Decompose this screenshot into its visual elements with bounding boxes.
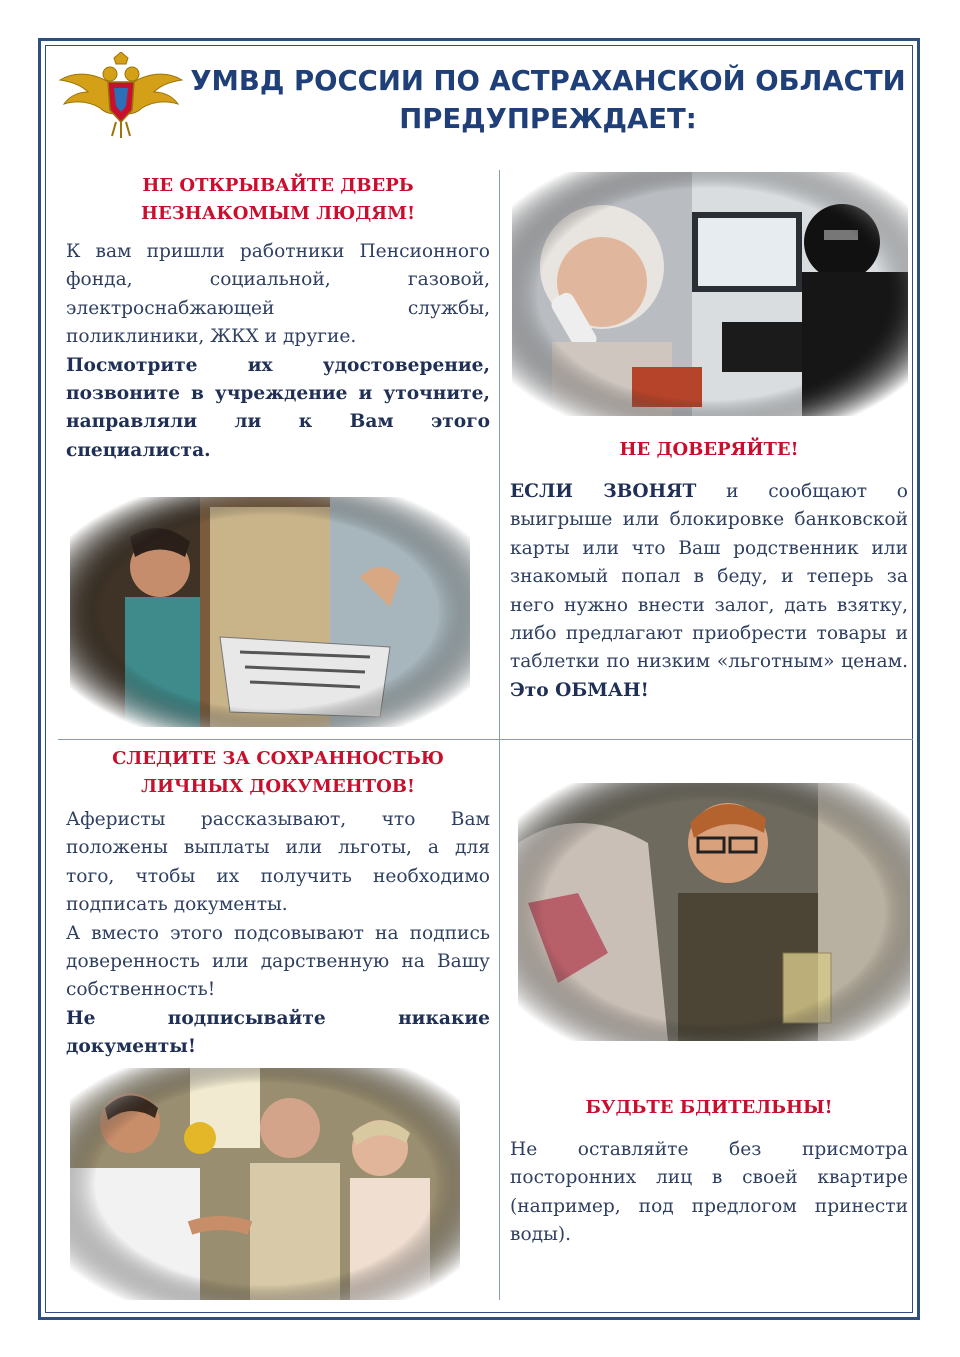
- documents-text-part1: Аферисты рассказывают, что Вам положены выплаты или льготы, а для того, чтобы их получить необходимо подписать документы.: [66, 809, 490, 916]
- photo-man-with-glass: [518, 783, 910, 1041]
- page-title-line1: УМВД РОССИИ ПО АСТРАХАНСКОЙ ОБЛАСТИ: [190, 65, 906, 97]
- door-text-regular: К вам пришли работники Пенсионного фонда, социальной, газовой, электроснабжающей службы, поликлиники, ЖКХ и другие.: [66, 241, 490, 348]
- trust-text-bold-lead: ЕСЛИ ЗВОНЯТ: [510, 481, 697, 502]
- documents-text-part2: А вместо этого подсовывают на подпись доверенность или дарственную на Вашу собственность!: [66, 922, 490, 1001]
- mvd-emblem-icon: [56, 52, 186, 138]
- page-title: [190, 62, 906, 138]
- vigilant-heading: БУДЬТЕ БДИТЕЛЬНЫ!: [585, 1097, 833, 1118]
- door-text-bold: Посмотрите их удостоверение, позвоните в учреждение и уточните, направляли ли к Вам этого специалиста.: [66, 354, 490, 461]
- documents-heading-line2: ЛИЧНЫХ ДОКУМЕНТОВ!: [141, 776, 415, 797]
- door-text: [66, 238, 490, 465]
- photo-woman-at-door: [70, 497, 470, 727]
- row-divider: [58, 739, 913, 740]
- documents-text-bold: Не подписывайте никакие документы!: [66, 1007, 490, 1058]
- page-title-line2: ПРЕДУПРЕЖДАЕТ:: [399, 103, 697, 135]
- column-divider: [499, 170, 500, 1300]
- door-heading: [66, 172, 490, 228]
- trust-heading: НЕ ДОВЕРЯЙТЕ!: [619, 439, 799, 460]
- door-heading-line2: НЕЗНАКОМЫМ ЛЮДЯМ!: [141, 203, 415, 224]
- photo-phone-scam: [512, 172, 908, 416]
- trust-text: [510, 478, 908, 705]
- vigilant-text: Не оставляйте без присмотра посторонних лиц в своей квартире (например, под предлогом принести воды).: [510, 1139, 908, 1246]
- documents-heading: [66, 745, 490, 801]
- documents-text: [66, 806, 490, 1062]
- photo-handshake-elderly-couple: [70, 1068, 460, 1300]
- door-heading-line1: НЕ ОТКРЫВАЙТЕ ДВЕРЬ: [142, 175, 414, 196]
- documents-heading-line1: СЛЕДИТЕ ЗА СОХРАННОСТЬЮ: [112, 748, 444, 769]
- trust-text-regular: и сообщают о выигрыше или блокировке банковской карты или что Ваш родственник или знакомый попал в беду, и теперь за него нужно внести залог, дать взятку, либо предлагают приобрести товары и таблетки по низким «льготным» ценам.: [510, 481, 908, 673]
- trust-text-bold-tail: Это ОБМАН!: [510, 679, 649, 701]
